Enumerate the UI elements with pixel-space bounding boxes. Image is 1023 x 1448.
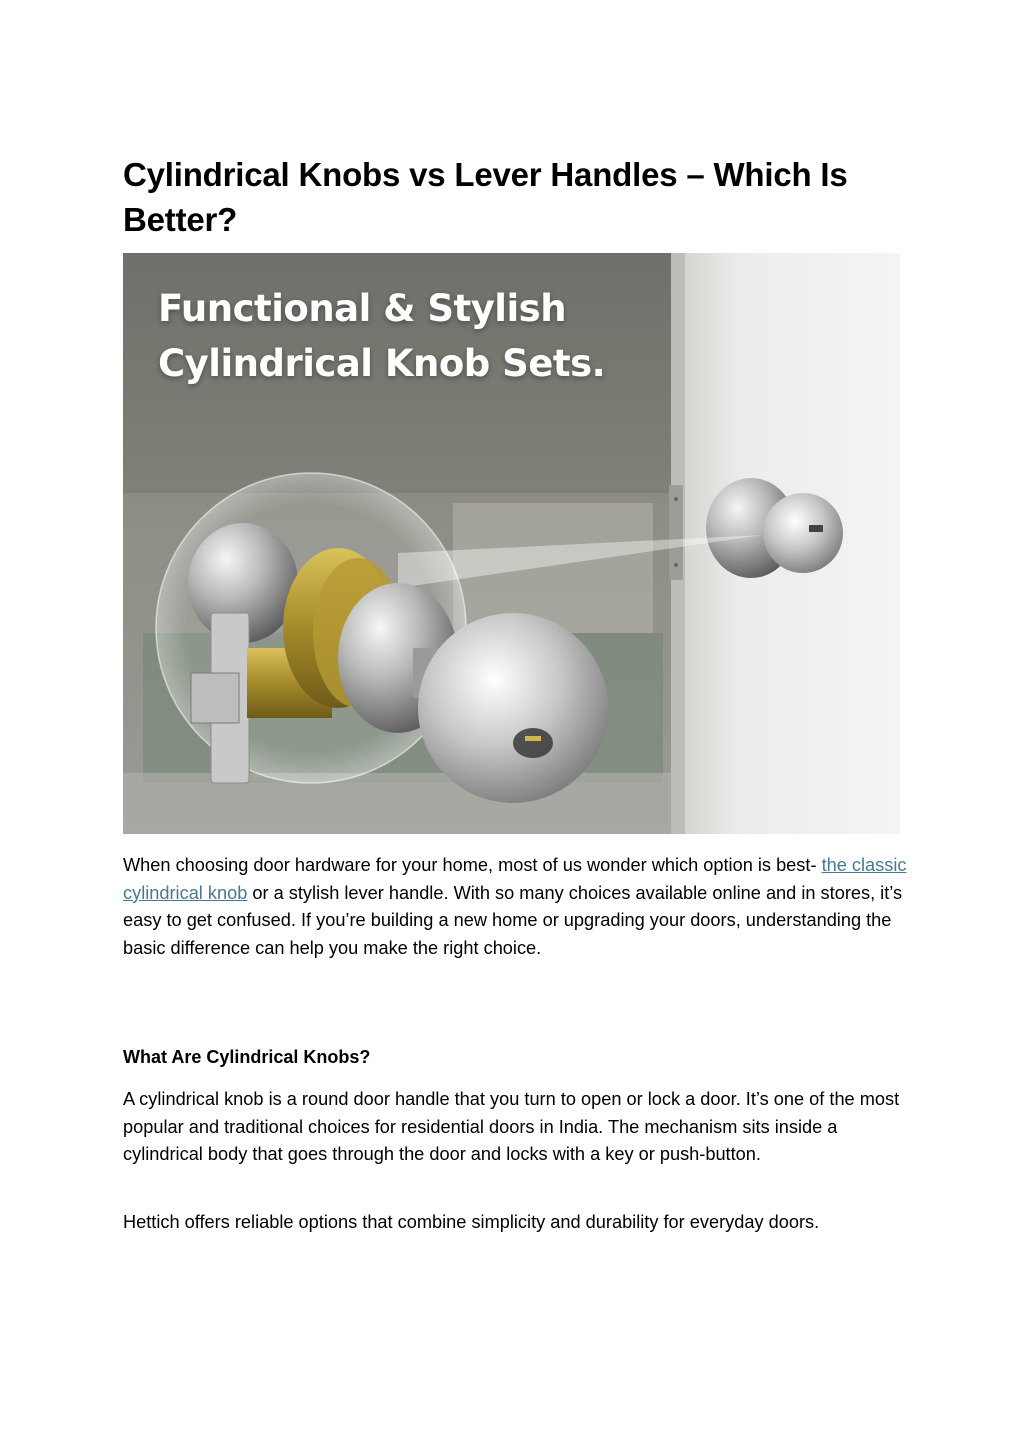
section-paragraph-2: Hettich offers reliable options that combine simplicity and durability for everyday doors. — [123, 1212, 820, 1232]
section-paragraph-1: A cylindrical knob is a round door handle that you turn to open or lock a door. It’s one of the most popular and traditional choices for residential doors in India. The mechanism sits inside a cylindrical body that goes through the door and locks with a key or push-button. — [123, 1089, 900, 1164]
section-heading: What Are Cylindrical Knobs? — [123, 1047, 371, 1067]
hero-caption — [158, 281, 605, 391]
intro-paragraph — [123, 852, 913, 962]
hero-image — [123, 253, 900, 834]
hero-caption-line-2: Cylindrical Knob Sets. — [158, 342, 606, 385]
page-title: Cylindrical Knobs vs Lever Handles – Which Is Better? — [123, 156, 848, 238]
intro-text-end: or a stylish lever handle. With so many choices available online and in stores, it’s easy to get confused. If you’re building a new home or upgrading your doors, understanding the basic difference can help you make the right choice. — [123, 882, 903, 958]
classic-cylindrical-knob-link[interactable]: the classic cylindrical knob — [123, 855, 907, 903]
intro-text-start: When choosing door hardware for your home, most of us wonder which option is best- — [123, 855, 822, 875]
hero-caption-line-1: Functional & Stylish — [158, 287, 567, 330]
